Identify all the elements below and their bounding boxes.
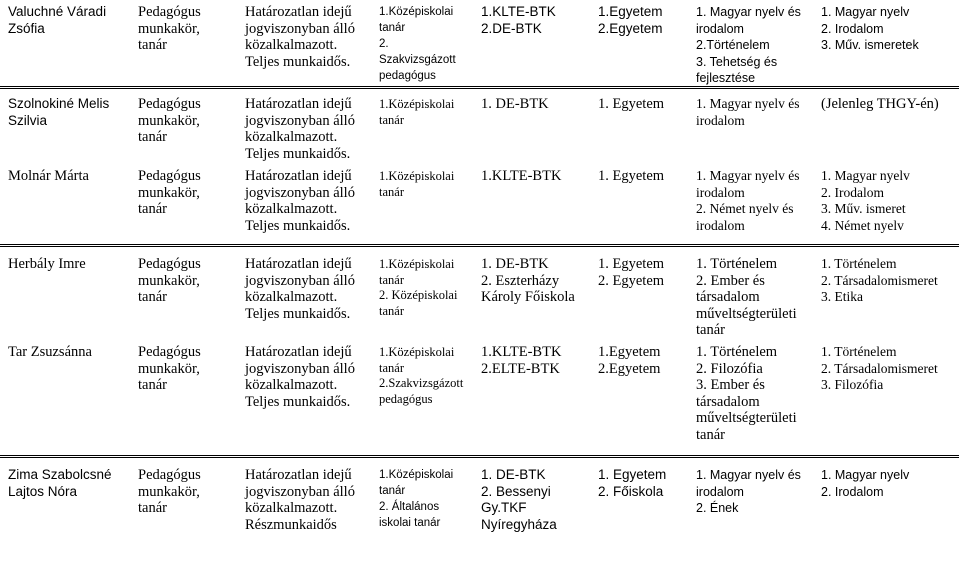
qualification: 1.Középiskolai tanár 2. Általános iskolai tanár <box>379 469 454 529</box>
position: Pedagógus munkakör, tanár <box>138 467 201 516</box>
institution: 1.KLTE-BTK 2.ELTE-BTK <box>481 344 562 377</box>
major: 1. Magyar nyelv és irodalom 2.Történelem 3. Tehetség és fejlesztése <box>696 5 801 85</box>
qualification: 1.Középiskolai tanár 2. Szakvizsgázott pedagógus <box>379 6 456 82</box>
employment-status: Határozatlan idejű jogviszonyban álló közalkalmazott. Teljes munkaidős. <box>245 344 355 410</box>
institution: 1.KLTE-BTK <box>481 168 562 184</box>
position: Pedagógus munkakör, tanár <box>138 344 201 393</box>
row-divider <box>0 455 959 456</box>
qualification: 1.Középiskolai tanár 2.Szakvizsgázott pedagógus <box>379 345 464 406</box>
major: 1. Magyar nyelv és irodalom 2. Ének <box>696 468 801 515</box>
teacher-name: Zima Szabolcsné Lajtos Nóra <box>8 467 112 499</box>
subjects-taught: 1. Történelem 2. Társadalomismeret 3. Filozófia <box>821 344 938 392</box>
teacher-name: Szolnokiné Melis Szilvia <box>8 96 110 128</box>
degree-level: 1.Egyetem 2.Egyetem <box>598 344 661 377</box>
employment-status: Határozatlan idejű jogviszonyban álló közalkalmazott. Teljes munkaidős. <box>245 4 355 70</box>
degree-level: 1. Egyetem 2. Főiskola <box>598 467 667 499</box>
teacher-name: Herbály Imre <box>8 256 86 272</box>
qualification: 1.Középiskolai tanár <box>379 169 455 199</box>
major: 1. Történelem 2. Filozófia 3. Ember és társadalom műveltségterületi tanár <box>696 344 797 443</box>
subjects-taught: (Jelenleg THGY-én) <box>821 96 939 112</box>
teacher-name: Molnár Márta <box>8 168 89 184</box>
subjects-taught: 1. Magyar nyelv 2. Irodalom 3. Műv. ismeretek <box>821 5 919 52</box>
position: Pedagógus munkakör, tanár <box>138 256 201 305</box>
institution: 1. DE-BTK 2. Bessenyi Gy.TKF Nyíregyháza <box>481 467 557 532</box>
position: Pedagógus munkakör, tanár <box>138 96 201 145</box>
institution: 1.KLTE-BTK 2.DE-BTK <box>481 4 556 36</box>
institution: 1. DE-BTK 2. Eszterházy Károly Főiskola <box>481 256 575 305</box>
position: Pedagógus munkakör, tanár <box>138 168 201 217</box>
subjects-taught: 1. Magyar nyelv 2. Irodalom 3. Műv. ismeret 4. Német nyelv <box>821 168 910 233</box>
major: 1. Történelem 2. Ember és társadalom műveltségterületi tanár <box>696 256 797 338</box>
row-divider <box>0 88 959 89</box>
employment-status: Határozatlan idejű jogviszonyban álló közalkalmazott. Részmunkaidős <box>245 467 355 533</box>
qualification: 1.Középiskolai tanár <box>379 97 455 127</box>
institution: 1. DE-BTK <box>481 96 549 112</box>
degree-level: 1.Egyetem 2.Egyetem <box>598 4 663 36</box>
row-divider <box>0 246 959 247</box>
degree-level: 1. Egyetem <box>598 168 665 184</box>
employment-status: Határozatlan idejű jogviszonyban álló közalkalmazott. Teljes munkaidős. <box>245 256 355 322</box>
subjects-taught: 1. Történelem 2. Társadalomismeret 3. Etika <box>821 256 938 304</box>
employment-status: Határozatlan idejű jogviszonyban álló közalkalmazott. Teljes munkaidős. <box>245 168 355 234</box>
subjects-taught: 1. Magyar nyelv 2. Irodalom <box>821 468 910 499</box>
position: Pedagógus munkakör, tanár <box>138 4 201 53</box>
degree-level: 1. Egyetem 2. Egyetem <box>598 256 665 289</box>
degree-level: 1. Egyetem <box>598 96 665 112</box>
major: 1. Magyar nyelv és irodalom <box>696 96 800 128</box>
teacher-name: Tar Zsuzsánna <box>8 344 92 360</box>
row-divider <box>0 244 959 245</box>
row-divider <box>0 457 959 458</box>
teacher-name: Valuchné Váradi Zsófia <box>8 4 107 36</box>
major: 1. Magyar nyelv és irodalom 2. Német nyelv és irodalom <box>696 168 800 233</box>
qualification: 1.Középiskolai tanár 2. Középiskolai tanár <box>379 257 458 318</box>
row-divider <box>0 86 959 87</box>
employment-status: Határozatlan idejű jogviszonyban álló közalkalmazott. Teljes munkaidős. <box>245 96 355 162</box>
